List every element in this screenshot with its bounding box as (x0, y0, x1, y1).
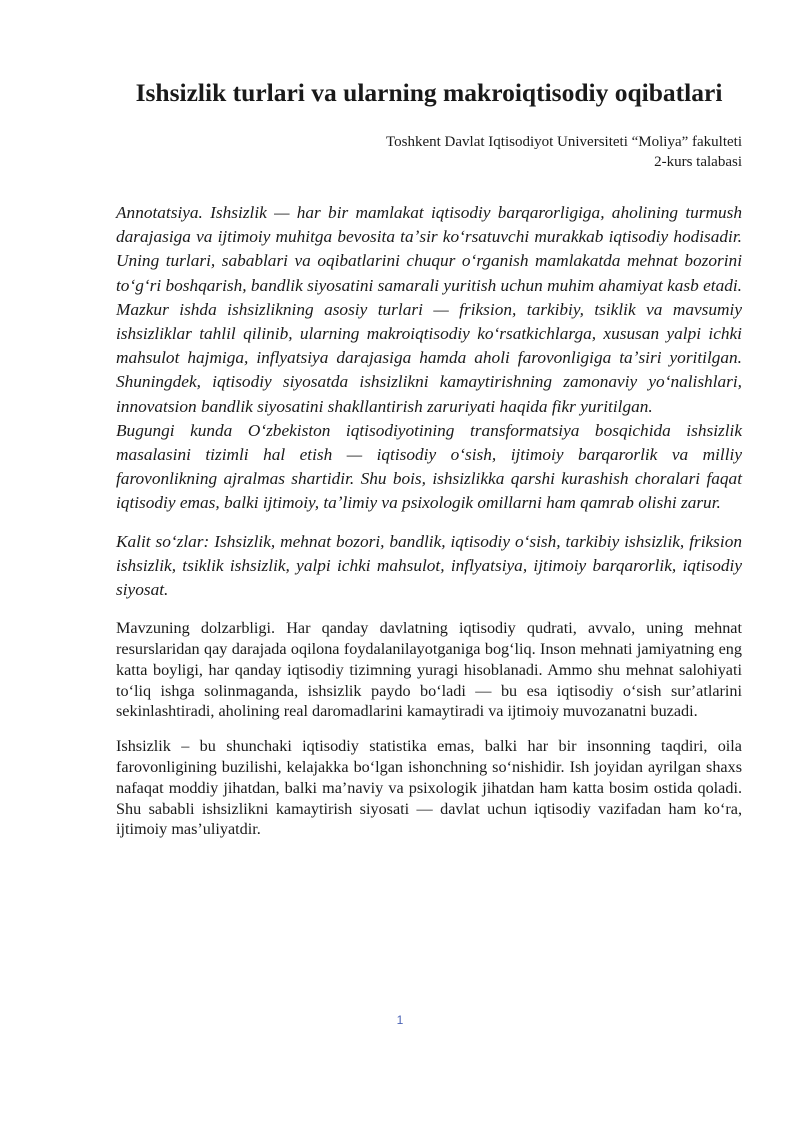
author-affiliation (116, 132, 742, 172)
page-number: 1 (396, 1013, 404, 1027)
affiliation-course: 2-kurs talabasi (654, 154, 742, 170)
abstract-paragraph: Annotatsiya. Ishsizlik — har bir mamlakat iqtisodiy barqarorligiga, aholining turmush darajasiga va ijtimoiy muhitga bevosita taʼsir koʻrsatuvchi murakkab iqtisodiy hodisadir. Uning turlari, sabablari va oqibatlarini chuqur oʻrganish mamlakatda mehnat bozorini toʻgʻri boshqarish, bandlik siyosatini samarali yuritish uchun muhim ahamiyat kasb etadi. (116, 203, 742, 295)
paper-title: Ishsizlik turlari va ularning makroiqtisodiy oqibatlari (135, 78, 723, 107)
abstract-paragraph: Mazkur ishda ishsizlikning asosiy turlari — friksion, tarkibiy, tsiklik va mavsumiy ishsizliklar tahlil qilinib, ularning makroiqtisodiy koʻrsatkichlarga, xususan yalpi ichki mahsulot hajmiga, inflyatsiya darajasiga hamda aholi farovonligiga taʼsiri yoritilgan. Shuningdek, iqtisodiy siyosatda ishsizlikni kamaytirishning zamonaviy yoʻnalishlari, innovatsion bandlik siyosatini shakllantirish zaruriyati haqida fikr yuritilgan. (116, 299, 742, 416)
abstract-paragraph: Bugungi kunda Oʻzbekiston iqtisodiyotining transformatsiya bosqichida ishsizlik masalasini tizimli hal etish — iqtisodiy oʻsish, ijtimoiy barqarorlik va milliy farovonlikning ajralmas shartidir. Shu bois, ishsizlikka qarshi kurashish choralari faqat iqtisodiy emas, balki ijtimoiy, taʼlimiy va psixologik omillarni ham qamrab olishi zarur. (116, 420, 742, 513)
paper-page (116, 78, 742, 840)
keywords: Kalit soʻzlar: Ishsizlik, mehnat bozori, bandlik, iqtisodiy oʻsish, tarkibiy ishsizlik, friksion ishsizlik, tsiklik ishsizlik, yalpi ichki mahsulot, inflyatsiya, ijtimoiy barqarorlik, iqtisodiy siyosat. (116, 531, 742, 600)
affiliation-faculty: Toshkent Davlat Iqtisodiyot Universiteti “Moliya” fakulteti (386, 134, 742, 150)
abstract (116, 201, 742, 516)
body-paragraph-unemployment: Ishsizlik – bu shunchaki iqtisodiy statistika emas, balki har bir insonning taqdiri, oila farovonligining buzilishi, kelajakka boʻlgan ishonchning soʻnishidir. Ish joyidan ayrilgan shaxs nafaqat moddiy jihatdan, balki maʼnaviy va psixologik jihatdan ham katta bosim ostida qoladi. Shu sababli ishsizlikni kamaytirish siyosati — davlat uchun iqtisodiy vazifadan ham koʻra, ijtimoiy masʼuliyatdir. (116, 737, 742, 839)
body-paragraph-relevance: Mavzuning dolzarbligi. Har qanday davlatning iqtisodiy qudrati, avvalo, uning mehnat resurslaridan qay darajada oqilona foydalanilayotganiga bogʻliq. Inson mehnati jamiyatning eng katta boyligi, har qanday iqtisodiy tizimning yuragi hisoblanadi. Ammo shu mehnat salohiyati toʻliq ishga solinmaganda, ishsizlik paydo boʻladi — bu esa iqtisodiy oʻsish surʼatlarini sekinlashtiradi, aholining real daromadlarini kamaytiradi va ijtimoiy muvozanatni buzadi. (116, 619, 742, 721)
